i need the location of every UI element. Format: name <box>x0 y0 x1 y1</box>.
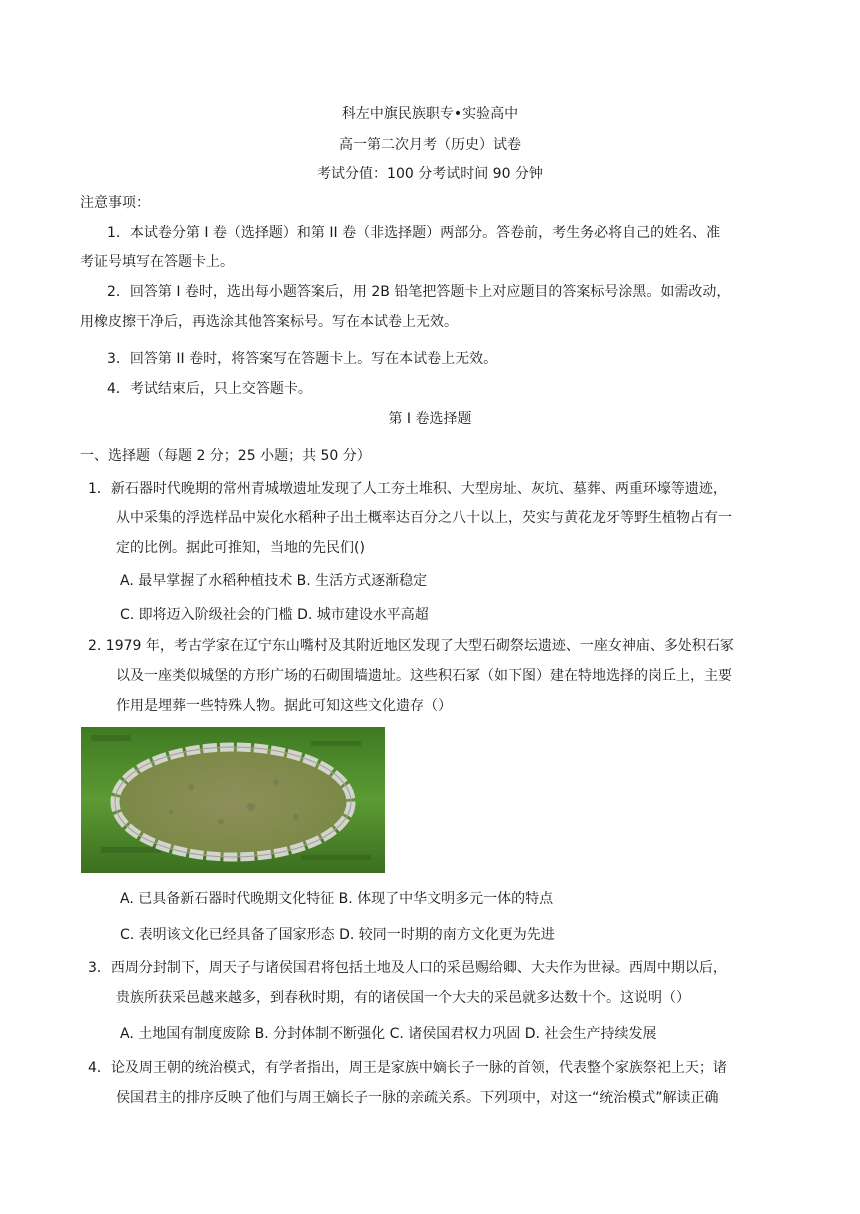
exam-info: 考试分值：100 分考试时间 90 分钟 <box>317 166 543 182</box>
question-3-line-1: 3．西周分封制下，周天子与诸侯国君将包括土地及人口的采邑赐给卿、大夫作为世禄。西周中期以后， <box>88 960 727 976</box>
notice-item-3: 3．回答第 II 卷时，将答案写在答题卡上。写在本试卷上无效。 <box>107 351 498 367</box>
question-2-line-1: 2. 1979 年，考古学家在辽宁东山嘴村及其附近地区发现了大型石砌祭坛遗迹、一座女神庙、多处积石冢 <box>88 638 734 654</box>
part-1-title: 第 I 卷选择题 <box>388 411 472 427</box>
question-3-options: A. 土地国有制度废除 B. 分封体制不断强化 C. 诸侯国君权力巩固 D. 社会生产持续发展 <box>120 1026 657 1042</box>
question-1-options-ab: A. 最早掌握了水稻种植技术 B. 生活方式逐渐稳定 <box>120 573 428 589</box>
notice-item-1-cont: 考证号填写在答题卡上。 <box>80 254 234 270</box>
question-4-line-1: 4．论及周王朝的统治模式，有学者指出，周王是家族中嫡长子一脉的首领，代表整个家族祭祀上天；诸 <box>88 1060 727 1076</box>
notice-heading: 注意事项： <box>80 195 150 211</box>
notice-item-4: 4．考试结束后，只上交答题卡。 <box>107 381 312 397</box>
question-4-line-2: 侯国君主的排序反映了他们与周王嫡长子一脉的亲疏关系。下列项中，对这一“统治模式”解读正确 <box>116 1090 719 1106</box>
notice-item-2: 2．回答第 I 卷时，选出每小题答案后，用 2B 铅笔把答题卡上对应题目的答案标号涂黑。如需改动， <box>107 284 731 300</box>
question-1-line-2: 从中采集的浮选样品中炭化水稻种子出土概率达百分之八十以上，芡实与黄花龙牙等野生植物占有一 <box>116 510 732 526</box>
school-name: 科左中旗民族职专•实验高中 <box>341 106 519 122</box>
question-2-line-2: 以及一座类似城堡的方形广场的石砌围墙遗址。这些积石冢（如下图）建在特地选择的岗丘上，主要 <box>116 668 732 684</box>
question-2-options-cd: C. 表明该文化已经具备了国家形态 D. 较同一时期的南方文化更为先进 <box>120 927 555 943</box>
question-2-line-3: 作用是埋葬一些特殊人物。据此可知这些文化遗存（） <box>116 698 452 714</box>
stone-circle-photo <box>81 727 385 873</box>
section-1-heading: 一、选择题（每题 2 分；25 小题；共 50 分） <box>80 448 371 464</box>
question-1-line-3: 定的比例。据此可推知，当地的先民们() <box>116 540 365 556</box>
question-2-options-ab: A. 已具备新石器时代晚期文化特征 B. 体现了中华文明多元一体的特点 <box>120 891 554 907</box>
question-1-options-cd: C. 即将迈入阶级社会的门槛 D. 城市建设水平高超 <box>120 607 429 623</box>
exam-title: 高一第二次月考（历史）试卷 <box>339 137 521 153</box>
question-1-line-1: 1．新石器时代晚期的常州青城墩遗址发现了人工夯土堆积、大型房址、灰坑、墓葬、两重环壕等遗迹， <box>88 481 727 497</box>
notice-item-1: 1．本试卷分第 I 卷（选择题）和第 II 卷（非选择题）两部分。答卷前，考生务必将自己的姓名、准 <box>107 225 721 241</box>
question-3-line-2: 贵族所获采邑越来越多，到春秋时期，有的诸侯国一个大夫的采邑就多达数十个。这说明（） <box>116 990 690 1006</box>
notice-item-2-cont: 用橡皮擦干净后，再选涂其他答案标号。写在本试卷上无效。 <box>80 314 458 330</box>
